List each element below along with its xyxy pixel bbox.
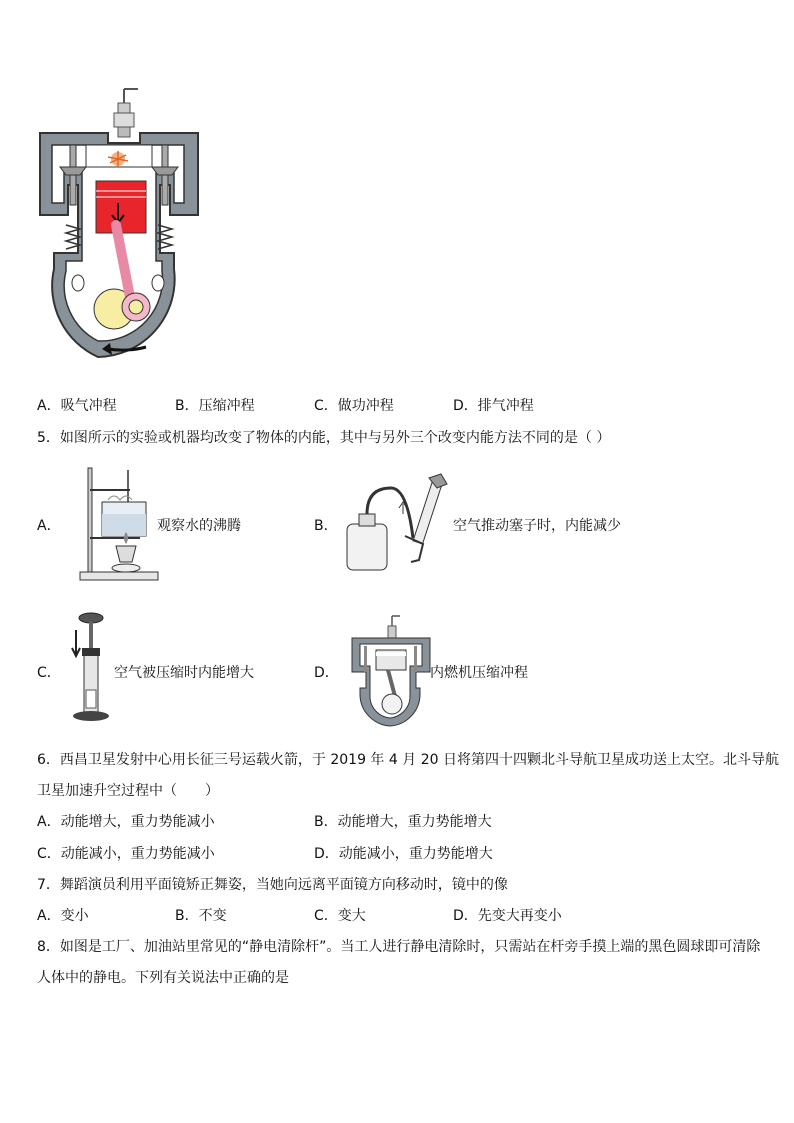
q6-option-a: A．动能增大，重力势能减小 (37, 814, 215, 830)
q5-option-a-caption: 观察水的沸腾 (157, 518, 241, 534)
q4-option-b: B．压缩冲程 (175, 398, 255, 414)
q5-option-c-caption: 空气被压缩时内能增大 (114, 665, 254, 681)
q4-option-d: D．排气冲程 (453, 398, 534, 414)
q6-option-d: D．动能减小，重力势能增大 (314, 846, 493, 862)
q7-option-d: D．先变大再变小 (453, 908, 562, 924)
q6-option-b: B．动能增大，重力势能增大 (314, 814, 492, 830)
q5-option-b-letter: B． (314, 518, 338, 534)
q5-option-a-letter: A． (37, 518, 61, 534)
q5-option-c-letter: C． (37, 665, 61, 681)
q5-option-d-caption: 内燃机压缩冲程 (430, 665, 528, 681)
q4-option-a: A．吸气冲程 (37, 398, 117, 414)
q8-stem-line2: 人体中的静电。下列有关说法中正确的是 (37, 970, 289, 986)
q6-option-c: C．动能减小，重力势能减小 (37, 846, 215, 862)
q5-option-d-letter: D． (314, 665, 339, 681)
q5-stem: 5．如图所示的实验或机器均改变了物体的内能，其中与另外三个改变内能方法不同的是（ ） (37, 430, 611, 446)
q6-stem-line2: 卫星加速升空过程中（ ） (37, 783, 219, 799)
air-compression-syringe-figure (68, 612, 114, 722)
q4-option-c: C．做功冲程 (314, 398, 394, 414)
q7-option-c: C．变大 (314, 908, 366, 924)
q7-option-a: A．变小 (37, 908, 89, 924)
q7-option-b: B．不变 (175, 908, 227, 924)
air-pushing-stopper-figure (345, 474, 450, 574)
boiling-water-apparatus-figure (78, 462, 160, 584)
engine-compression-stroke-figure (350, 614, 432, 734)
q6-stem-line1: 6．西昌卫星发射中心用长征三号运载火箭，于 2019 年 4 月 20 日将第四十四颗北斗导航卫星成功送上太空。北斗导航 (37, 752, 779, 768)
q7-stem: 7．舞蹈演员利用平面镜矫正舞姿，当她向远离平面镜方向移动时，镜中的像 (37, 877, 508, 893)
q5-option-b-caption: 空气推动塞子时，内能减少 (453, 518, 621, 534)
engine-power-stroke-figure (38, 85, 198, 380)
q8-stem-line1: 8．如图是工厂、加油站里常见的“静电清除杆”。当工人进行静电清除时，只需站在杆旁手摸上端的黑色圆球即可清除 (37, 939, 761, 955)
